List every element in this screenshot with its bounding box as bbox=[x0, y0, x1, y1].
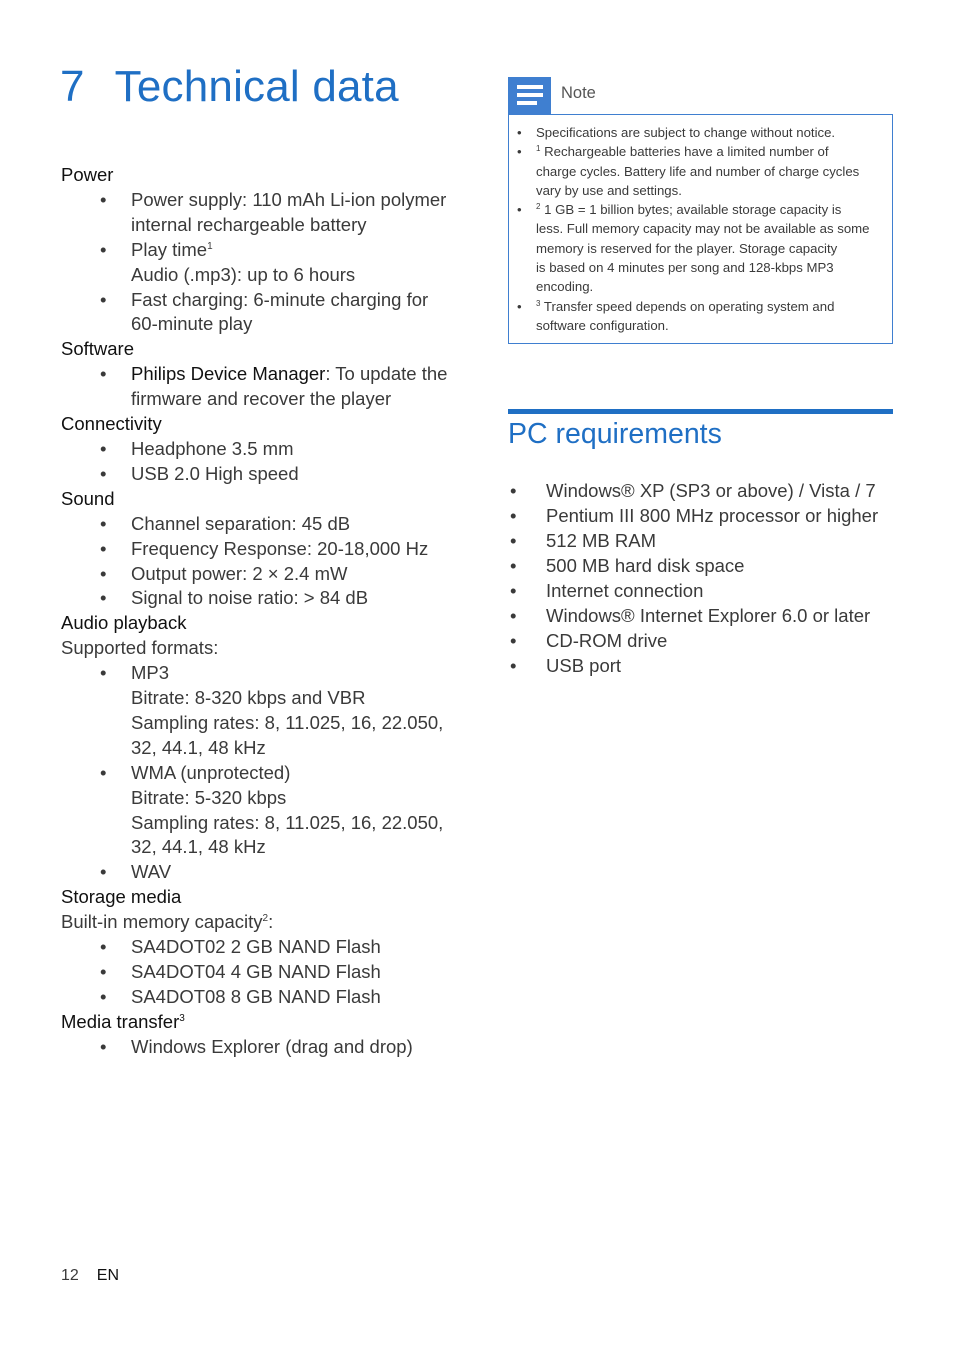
list-item bbox=[515, 200, 887, 296]
list-item bbox=[508, 603, 898, 628]
list-item-text: 32, 44.1, 48 kHz bbox=[131, 836, 266, 858]
bullet: • bbox=[100, 961, 107, 982]
bullet: • bbox=[510, 555, 517, 577]
list-item-text: 512 MB RAM bbox=[546, 530, 657, 552]
list-item-text: USB 2.0 High speed bbox=[131, 462, 299, 484]
list-item bbox=[508, 528, 898, 553]
list-item bbox=[61, 661, 461, 761]
note-text: Specifications are subject to change without notice. bbox=[536, 125, 836, 140]
list-item-text: WMA (unprotected) bbox=[131, 761, 291, 783]
footnote-marker: 2 bbox=[536, 202, 541, 212]
list-item-text: USB port bbox=[546, 655, 622, 677]
section-divider bbox=[508, 409, 893, 414]
bullet: • bbox=[100, 1035, 107, 1057]
storage-list bbox=[61, 935, 461, 1010]
list-item-text: Windows® Internet Explorer 6.0 or later bbox=[546, 605, 871, 627]
list-item-text: Philips Device Manager: To update the bbox=[131, 363, 448, 385]
note-list bbox=[515, 123, 887, 335]
list-item bbox=[61, 860, 461, 885]
bullet: • bbox=[517, 298, 522, 314]
bullet: • bbox=[100, 662, 107, 684]
list-item bbox=[508, 653, 898, 678]
list-item bbox=[61, 985, 461, 1010]
memory-capacity-label: Built-in memory capacity$^2$: bbox=[61, 911, 274, 933]
list-item bbox=[61, 537, 461, 562]
list-item bbox=[61, 362, 461, 412]
page-title bbox=[60, 62, 399, 112]
list-item bbox=[61, 462, 461, 487]
note-text: charge cycles. Battery life and number of charge cycles bbox=[536, 163, 860, 179]
list-item-text: Power supply: 110 mAh Li-ion polymer bbox=[131, 188, 447, 210]
bullet: • bbox=[510, 655, 517, 677]
list-item bbox=[508, 553, 898, 578]
list-item bbox=[61, 761, 461, 861]
list-item bbox=[61, 935, 461, 960]
footnote-marker: 1 bbox=[536, 144, 541, 154]
bullet: • bbox=[510, 580, 517, 602]
bullet: • bbox=[100, 188, 107, 210]
language-code: EN bbox=[96, 1267, 120, 1284]
transfer-list bbox=[61, 1035, 461, 1060]
power-list bbox=[61, 188, 461, 337]
note-text: less. Full memory capacity may not be available as some bbox=[536, 221, 870, 237]
chapter-number: 7 bbox=[60, 62, 85, 111]
list-item-text: firmware and recover the player bbox=[131, 388, 392, 410]
list-item-text: SA4DOT02 2 GB NAND Flash bbox=[131, 936, 381, 958]
list-item-text: CD-ROM drive bbox=[546, 630, 668, 652]
list-item-text: Sampling rates: 8, 11.025, 16, 22.050, bbox=[131, 811, 444, 833]
list-item bbox=[515, 123, 887, 142]
note-text: software configuration. bbox=[536, 317, 669, 333]
bullet: • bbox=[100, 587, 107, 609]
list-item-text: Frequency Response: 20-18,000 Hz bbox=[131, 537, 429, 559]
list-item bbox=[515, 297, 887, 336]
bullet: • bbox=[100, 363, 107, 385]
list-item-text: Output power: 2 × 2.4 mW bbox=[131, 562, 348, 584]
list-item-text: 500 MB hard disk space bbox=[546, 555, 745, 577]
note-text: vary by use and settings. bbox=[536, 182, 682, 198]
software-list bbox=[61, 362, 461, 412]
note-text: encoding. bbox=[536, 279, 594, 295]
list-item-text: 32, 44.1, 48 kHz bbox=[131, 736, 266, 758]
audio-format-list bbox=[61, 661, 461, 885]
note-text: $^2$ 1 GB = 1 billion bytes; available storage capacity is bbox=[536, 202, 842, 218]
list-item-text: Windows® XP (SP3 or above) / Vista / 7 bbox=[546, 480, 876, 501]
list-item-text: internal rechargeable battery bbox=[131, 213, 367, 235]
bullet: • bbox=[100, 512, 107, 534]
list-item-text: Signal to noise ratio: > 84 dB bbox=[131, 587, 369, 609]
pc-requirements-list bbox=[508, 478, 898, 678]
product-name: Philips Device Manager bbox=[131, 363, 326, 385]
list-item-text: Internet connection bbox=[546, 580, 704, 602]
page-number: 12 bbox=[61, 1267, 79, 1284]
list-item bbox=[508, 503, 898, 528]
note-text: is based on 4 minutes per song and 128-kbps MP3 bbox=[536, 260, 834, 276]
list-item bbox=[61, 288, 461, 338]
list-item-text: 60-minute play bbox=[131, 313, 253, 335]
footnote-ref: 3 bbox=[179, 1012, 185, 1024]
note-text: $^1$ Rechargeable batteries have a limited number of bbox=[536, 144, 829, 160]
section-heading-audio-playback: Audio playback bbox=[61, 612, 187, 634]
section-title-pc-requirements: PC requirements bbox=[508, 418, 722, 450]
note-text: $^3$ Transfer speed depends on operating system and bbox=[536, 298, 835, 314]
list-item-text: Play time$^1$ bbox=[131, 238, 213, 260]
list-item-text: Fast charging: 6-minute charging for bbox=[131, 288, 429, 310]
bullet: • bbox=[510, 480, 517, 501]
section-heading-connectivity: Connectivity bbox=[61, 413, 162, 435]
supported-formats-label: Supported formats: bbox=[61, 637, 219, 659]
section-heading-sound: Sound bbox=[61, 487, 115, 509]
note-icon bbox=[508, 77, 551, 114]
bullet: • bbox=[100, 537, 107, 559]
bullet: • bbox=[100, 437, 107, 459]
bullet: • bbox=[510, 530, 517, 552]
footnote-marker: 3 bbox=[536, 298, 541, 308]
list-item bbox=[508, 578, 898, 603]
list-item-text: Headphone 3.5 mm bbox=[131, 437, 294, 459]
list-item-text: Windows Explorer (drag and drop) bbox=[131, 1035, 413, 1057]
bullet: • bbox=[510, 605, 517, 627]
list-item bbox=[61, 188, 461, 238]
bullet: • bbox=[517, 144, 522, 160]
list-item-text: SA4DOT08 8 GB NAND Flash bbox=[131, 985, 381, 1007]
bullet: • bbox=[100, 562, 107, 584]
bullet: • bbox=[517, 202, 522, 218]
section-heading-software: Software bbox=[61, 338, 135, 360]
list-item bbox=[515, 142, 887, 200]
bullet: • bbox=[510, 505, 517, 527]
list-item-text: Pentium III 800 MHz processor or higher bbox=[546, 505, 879, 527]
bullet: • bbox=[100, 936, 107, 958]
list-item bbox=[61, 512, 461, 537]
list-item bbox=[508, 478, 898, 503]
section-heading-media-transfer: Media transfer$^3$ bbox=[61, 1010, 185, 1032]
note-text: memory is reserved for the player. Storage capacity bbox=[536, 240, 838, 256]
page-footer bbox=[61, 1267, 119, 1285]
bullet: • bbox=[100, 861, 107, 883]
list-item bbox=[61, 437, 461, 462]
list-item-text: WAV bbox=[131, 861, 172, 883]
chapter-title-text: Technical data bbox=[114, 62, 399, 111]
bullet: • bbox=[100, 462, 107, 484]
bullet: • bbox=[100, 761, 107, 783]
technical-data-list bbox=[61, 163, 461, 1060]
bullet: • bbox=[100, 238, 107, 260]
list-item-text: Bitrate: 5-320 kbps bbox=[131, 786, 287, 808]
list-item bbox=[61, 562, 461, 587]
section-heading-storage: Storage media bbox=[61, 886, 182, 908]
list-item bbox=[61, 586, 461, 611]
note-label: Note bbox=[561, 84, 596, 102]
bullet: • bbox=[517, 125, 522, 140]
list-item-text: Channel separation: 45 dB bbox=[131, 512, 351, 534]
list-item-text: Bitrate: 8-320 kbps and VBR bbox=[131, 687, 366, 709]
list-item bbox=[508, 628, 898, 653]
list-item-text: SA4DOT04 4 GB NAND Flash bbox=[131, 961, 381, 982]
list-item-text: Audio (.mp3): up to 6 hours bbox=[131, 263, 356, 285]
list-item bbox=[61, 238, 461, 288]
section-heading-power: Power bbox=[61, 164, 114, 185]
footnote-ref: 2 bbox=[262, 913, 269, 925]
bullet: • bbox=[100, 288, 107, 310]
sound-list bbox=[61, 512, 461, 612]
list-item bbox=[61, 1035, 461, 1060]
list-item-text: Sampling rates: 8, 11.025, 16, 22.050, bbox=[131, 711, 444, 733]
footnote-ref: 1 bbox=[207, 240, 213, 252]
connectivity-list bbox=[61, 437, 461, 487]
list-item bbox=[61, 960, 461, 985]
bullet: • bbox=[100, 985, 107, 1007]
list-item-text: MP3 bbox=[131, 662, 170, 684]
bullet: • bbox=[510, 630, 517, 652]
